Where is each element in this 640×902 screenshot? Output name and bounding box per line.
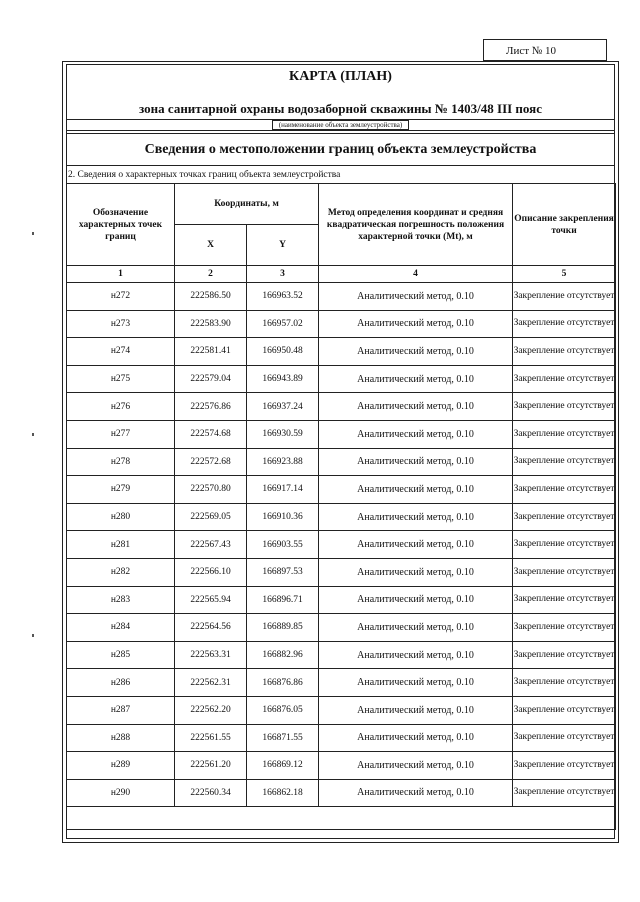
column-number: 4 [319, 266, 513, 283]
header-y: Y [247, 225, 319, 266]
margin-mark [32, 634, 34, 637]
table-row [67, 614, 616, 642]
point-cell: н286 [67, 669, 175, 697]
y-cell: 166963.52 [247, 283, 319, 311]
method-cell: Аналитический метод, 0.10 [319, 669, 513, 697]
y-cell: 166882.96 [247, 641, 319, 669]
sheet-number-label: Лист № 10 [483, 39, 607, 61]
header-x: X [175, 225, 247, 266]
point-cell: н290 [67, 779, 175, 807]
method-cell: Аналитический метод, 0.10 [319, 365, 513, 393]
section-title: Сведения о местоположении границ объекта землеустройства [66, 133, 615, 166]
table-row [67, 476, 616, 504]
y-cell: 166930.59 [247, 420, 319, 448]
method-cell: Аналитический метод, 0.10 [319, 558, 513, 586]
description-cell: Закрепление отсутствует [513, 586, 616, 614]
subsection-title: 2. Сведения о характерных точках границ объекта землеустройства [68, 170, 341, 180]
x-cell: 222586.50 [175, 283, 247, 311]
x-cell: 222562.31 [175, 669, 247, 697]
x-cell: 222583.90 [175, 310, 247, 338]
object-caption-text: (наименование объекта землеустройства) [272, 120, 409, 130]
y-cell: 166903.55 [247, 531, 319, 559]
method-cell: Аналитический метод, 0.10 [319, 614, 513, 642]
x-cell: 222574.68 [175, 420, 247, 448]
y-cell: 166871.55 [247, 724, 319, 752]
table-empty-footer [67, 807, 616, 830]
description-cell: Закрепление отсутствует [513, 393, 616, 421]
x-cell: 222561.20 [175, 752, 247, 780]
method-cell: Аналитический метод, 0.10 [319, 420, 513, 448]
method-cell: Аналитический метод, 0.10 [319, 503, 513, 531]
x-cell: 222572.68 [175, 448, 247, 476]
point-cell: н281 [67, 531, 175, 559]
description-cell: Закрепление отсутствует [513, 448, 616, 476]
table-row [67, 724, 616, 752]
y-cell: 166897.53 [247, 558, 319, 586]
description-cell: Закрепление отсутствует [513, 283, 616, 311]
point-cell: н283 [67, 586, 175, 614]
point-cell: н288 [67, 724, 175, 752]
point-cell: н276 [67, 393, 175, 421]
x-cell: 222567.43 [175, 531, 247, 559]
margin-mark [32, 232, 34, 235]
table-row [67, 338, 616, 366]
method-cell: Аналитический метод, 0.10 [319, 338, 513, 366]
description-cell: Закрепление отсутствует [513, 614, 616, 642]
table-row [67, 696, 616, 724]
y-cell: 166862.18 [247, 779, 319, 807]
header-description: Описание закрепления точки [513, 184, 616, 266]
table-row [67, 752, 616, 780]
y-cell: 166950.48 [247, 338, 319, 366]
boundary-points-table [66, 183, 616, 830]
method-cell: Аналитический метод, 0.10 [319, 586, 513, 614]
x-cell: 222565.94 [175, 586, 247, 614]
method-cell: Аналитический метод, 0.10 [319, 531, 513, 559]
y-cell: 166869.12 [247, 752, 319, 780]
header-coordinates: Координаты, м [175, 184, 319, 225]
method-cell: Аналитический метод, 0.10 [319, 310, 513, 338]
description-cell: Закрепление отсутствует [513, 724, 616, 752]
point-cell: н279 [67, 476, 175, 504]
y-cell: 166889.85 [247, 614, 319, 642]
x-cell: 222562.20 [175, 696, 247, 724]
x-cell: 222576.86 [175, 393, 247, 421]
x-cell: 222579.04 [175, 365, 247, 393]
method-cell: Аналитический метод, 0.10 [319, 283, 513, 311]
table-row [67, 365, 616, 393]
description-cell: Закрепление отсутствует [513, 752, 616, 780]
y-cell: 166957.02 [247, 310, 319, 338]
point-cell: н274 [67, 338, 175, 366]
description-cell: Закрепление отсутствует [513, 558, 616, 586]
description-cell: Закрепление отсутствует [513, 503, 616, 531]
table-row [67, 531, 616, 559]
x-cell: 222569.05 [175, 503, 247, 531]
method-cell: Аналитический метод, 0.10 [319, 779, 513, 807]
column-number: 3 [247, 266, 319, 283]
column-number: 5 [513, 266, 616, 283]
table-row [67, 393, 616, 421]
description-cell: Закрепление отсутствует [513, 641, 616, 669]
method-cell: Аналитический метод, 0.10 [319, 696, 513, 724]
y-cell: 166910.36 [247, 503, 319, 531]
header-designation: Обозначение характерных точек границ [67, 184, 175, 266]
point-cell: н278 [67, 448, 175, 476]
description-cell: Закрепление отсутствует [513, 310, 616, 338]
description-cell: Закрепление отсутствует [513, 338, 616, 366]
method-cell: Аналитический метод, 0.10 [319, 724, 513, 752]
description-cell: Закрепление отсутствует [513, 365, 616, 393]
table-row [67, 558, 616, 586]
y-cell: 166876.86 [247, 669, 319, 697]
point-cell: н277 [67, 420, 175, 448]
x-cell: 222581.41 [175, 338, 247, 366]
x-cell: 222563.31 [175, 641, 247, 669]
point-cell: н282 [67, 558, 175, 586]
table-row [67, 779, 616, 807]
y-cell: 166943.89 [247, 365, 319, 393]
x-cell: 222564.56 [175, 614, 247, 642]
y-cell: 166876.05 [247, 696, 319, 724]
description-cell: Закрепление отсутствует [513, 696, 616, 724]
point-cell: н275 [67, 365, 175, 393]
point-cell: н287 [67, 696, 175, 724]
margin-mark [32, 433, 34, 436]
description-cell: Закрепление отсутствует [513, 420, 616, 448]
table-row [67, 448, 616, 476]
table-row [67, 420, 616, 448]
description-cell: Закрепление отсутствует [513, 779, 616, 807]
method-cell: Аналитический метод, 0.10 [319, 476, 513, 504]
point-cell: н272 [67, 283, 175, 311]
x-cell: 222566.10 [175, 558, 247, 586]
x-cell: 222570.80 [175, 476, 247, 504]
y-cell: 166917.14 [247, 476, 319, 504]
table-row [67, 503, 616, 531]
point-cell: н284 [67, 614, 175, 642]
document-title: КАРТА (ПЛАН) [289, 69, 392, 84]
title-block [66, 64, 615, 120]
x-cell: 222560.34 [175, 779, 247, 807]
method-cell: Аналитический метод, 0.10 [319, 448, 513, 476]
column-number: 2 [175, 266, 247, 283]
table-row [67, 641, 616, 669]
document-subtitle: зона санитарной охраны водозаборной скважины № 1403/48 III пояс [139, 101, 542, 116]
table-row [67, 310, 616, 338]
header-method: Метод определения координат и средняя квадратическая погрешность положения характерной точки (Mt), м [319, 184, 513, 266]
method-cell: Аналитический метод, 0.10 [319, 393, 513, 421]
column-number: 1 [67, 266, 175, 283]
x-cell: 222561.55 [175, 724, 247, 752]
point-cell: н289 [67, 752, 175, 780]
y-cell: 166937.24 [247, 393, 319, 421]
description-cell: Закрепление отсутствует [513, 669, 616, 697]
y-cell: 166896.71 [247, 586, 319, 614]
table-row [67, 669, 616, 697]
point-cell: н285 [67, 641, 175, 669]
description-cell: Закрепление отсутствует [513, 476, 616, 504]
table-row [67, 586, 616, 614]
table-body [67, 283, 616, 807]
table-row [67, 283, 616, 311]
object-caption [66, 120, 615, 131]
method-cell: Аналитический метод, 0.10 [319, 641, 513, 669]
description-cell: Закрепление отсутствует [513, 531, 616, 559]
point-cell: н273 [67, 310, 175, 338]
method-cell: Аналитический метод, 0.10 [319, 752, 513, 780]
y-cell: 166923.88 [247, 448, 319, 476]
point-cell: н280 [67, 503, 175, 531]
